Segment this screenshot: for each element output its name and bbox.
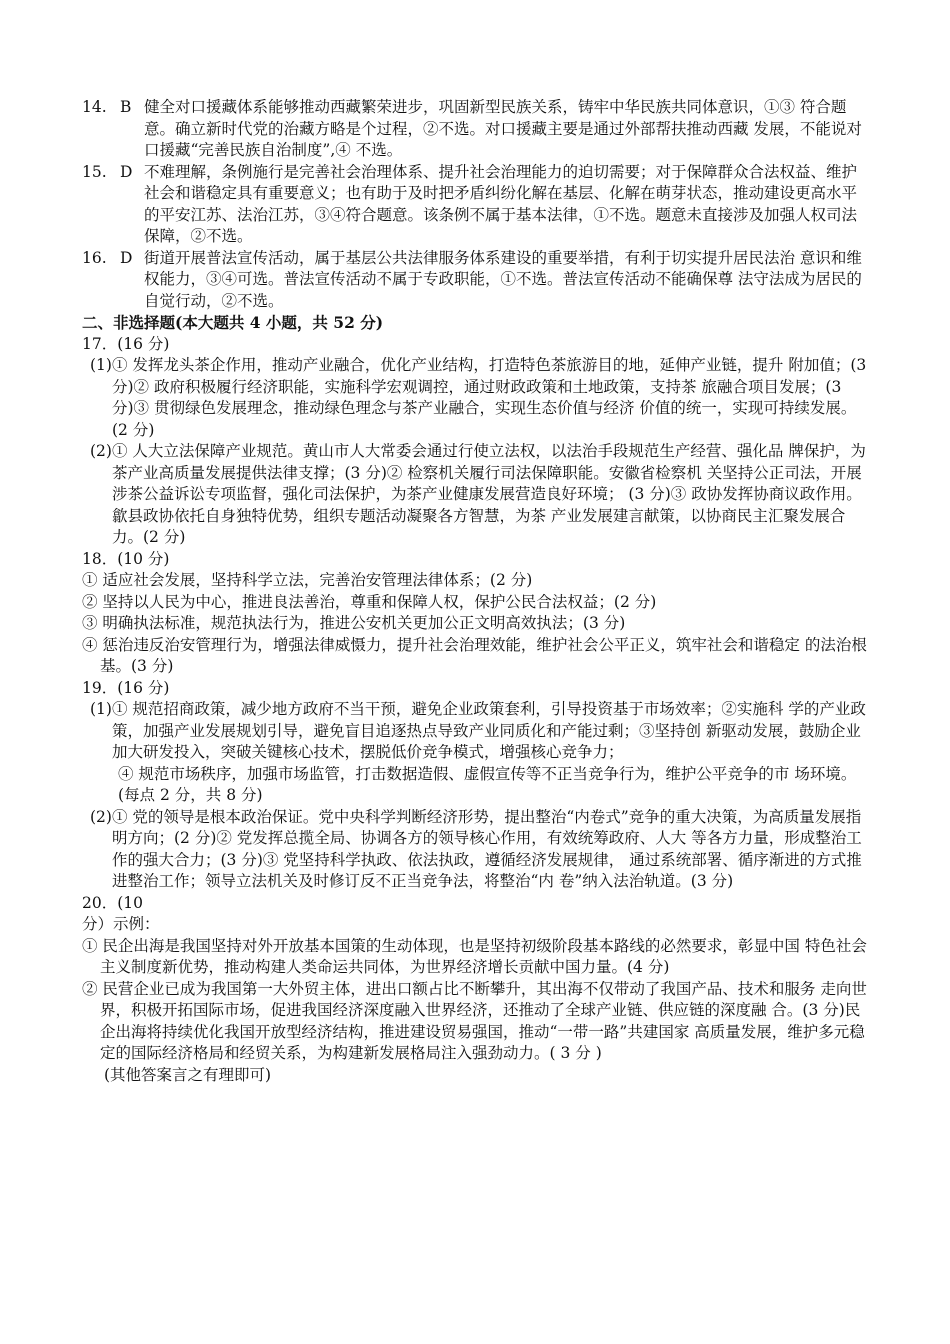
- question-number: 16.: [82, 248, 107, 267]
- question-17-part-1: (1)① 发挥龙头茶企作用，推动产业融合，优化产业结构，打造特色茶旅游目的地，延伸产业链，提升 附加值；(3 分)② 政府积极履行经济职能，实施科学宏观调控，通过财政政策和土地政策，支持茶 旅融合项目发展；(3 分)③ 贯彻绿色发展理念，推动绿色理念与茶产业融合，实现生态价值与经济 价值的统一，实现可持续发展。(2 分): [90, 356, 867, 439]
- question-18-point: ④ 惩治违反治安管理行为，增强法律威慑力，提升社会治理效能，维护社会公平正义，筑牢社会和谐稳定 的法治根基。(3 分): [82, 635, 867, 675]
- answer-explanation: 健全对口援藏体系能够推动西藏繁荣进步，巩固新型民族关系，铸牢中华民族共同体意识，①③ 符合题意。确立新时代党的治藏方略是个过程，②不选。对口援藏主要是通过外部帮扶推动西藏 发展，不能说对口援藏“完善民族自治制度”,④ 不选。: [144, 98, 862, 159]
- answer-explanation: 街道开展普法宣传活动，属于基层公共法律服务体系建设的重要举措，有利于切实提升居民法治 意识和维权能力，③④可选。普法宣传活动不属于专政职能，①不选。普法宣传活动不能确保尊 法守法成为居民的自觉行动，②不选。: [144, 248, 862, 310]
- question-19-part-1: (1)① 规范招商政策，减少地方政府不当干预，避免企业政策套利，引导投资基于市场效率；②实施科 学的产业政策，加强产业发展规划引导，避免盲目追逐热点导致产业同质化和产能过剩；③坚持创 新驱动发展，鼓励企业加大研发投入，突破关键核心技术，摆脱低价竞争模式，增强核心竞争力；: [90, 700, 866, 761]
- answer-content: [82, 97, 872, 1086]
- question-19-heading: 19．(16 分): [82, 678, 170, 697]
- question-17-part-2: (2)① 人大立法保障产业规范。黄山市人大常委会通过行使立法权，以法治手段规范生产经营、强化品 牌保护，为茶产业高质量发展提供法律支撑；(3 分)② 检察机关履行司法保障职能。安徽省检察机 关坚持公正司法，开展涉茶公益诉讼专项监督，强化司法保护，为茶产业健康发展营造良好环境； (3 分)③ 政协发挥协商议政作用。歙县政协依托自身独特优势，组织专题活动凝聚各方智慧，为茶 产业发展建言献策，以协商民主汇聚发展合力。(2 分): [90, 442, 866, 546]
- question-19-part-1-continued: ④ 规范市场秩序，加强市场监管，打击数据造假、虚假宣传等不正当竞争行为，维护公平竞争的市 场环境。(每点 2 分，共 8 分): [118, 764, 857, 804]
- question-19-part-2: (2)① 党的领导是根本政治保证。党中央科学判断经济形势，提出整治“内卷式”竞争的重大决策，为高质量发展指明方向；(2 分)② 党发挥总揽全局、协调各方的领导核心作用，有效统筹政府、人大 等各方力量，形成整治工作的强大合力；(3 分)③ 党坚持科学执政、依法执政，遵循经济发展规律， 通过系统部署、循序渐进的方式推进整治工作；领导立法机关及时修订反不正当竞争法，将整治“内 卷”纳入法治轨道。(3 分): [90, 807, 862, 890]
- answer-note: (其他答案言之有理即可): [104, 1065, 272, 1084]
- answer-14: [82, 97, 872, 162]
- choice-answer: D: [120, 248, 133, 267]
- answer-16: [82, 248, 872, 313]
- question-17-heading: 17．(16 分): [82, 334, 170, 353]
- question-20-heading: 20．(10: [82, 893, 143, 912]
- answer-explanation: 不难理解，条例施行是完善社会治理体系、提升社会治理能力的迫切需要；对于保障群众合法权益、维护社会和谐稳定具有重要意义；也有助于及时把矛盾纠纷化解在基层、化解在萌芽状态，推动建设更高水平的平安江苏、法治江苏，③④符合题意。该条例不属于基本法律，①不选。题意未直接涉及加强人权司法保障，②不选。: [144, 162, 858, 245]
- answer-15: [82, 162, 872, 248]
- choice-answer: D: [120, 162, 133, 181]
- question-20-point: ① 民企出海是我国坚持对外开放基本国策的生动体现，也是坚持初级阶段基本路线的必然要求，彰显中国 特色社会主义制度新优势，推动构建人类命运共同体，为世界经济增长贡献中国力量。(4 分): [82, 936, 867, 976]
- question-number: 14.: [82, 98, 107, 116]
- question-18-point: ① 适应社会发展，坚持科学立法，完善治安管理法律体系；(2 分): [82, 571, 533, 589]
- question-18-point: ② 坚持以人民为中心，推进良法善治，尊重和保障人权，保护公民合法权益；(2 分): [82, 592, 657, 611]
- question-20-heading-continued: 分）示例：: [82, 915, 160, 933]
- question-number: 15.: [82, 162, 107, 181]
- question-18-point: ③ 明确执法标准，规范执法行为，推进公安机关更加公正文明高效执法；(3 分): [82, 614, 626, 632]
- question-20-point: ② 民营企业已成为我国第一大外贸主体，进出口额占比不断攀升，其出海不仅带动了我国产品、技术和服务 走向世界，积极开拓国际市场，促进我国经济深度融入世界经济，还推动了全球产业链、供应链的深度融 合。(3 分)民企出海将持续优化我国开放型经济结构，推进建设贸易强国，推动“一带一路”共建国家 高质量发展，维护多元稳定的国际经济格局和经贸关系，为构建新发展格局注入强劲动力。( 3 分 ): [82, 979, 867, 1062]
- choice-answer: B: [120, 98, 132, 116]
- section-heading: 二、非选择题(本大题共 4 小题，共 52 分): [82, 313, 384, 332]
- question-18-heading: 18．(10 分): [82, 549, 170, 568]
